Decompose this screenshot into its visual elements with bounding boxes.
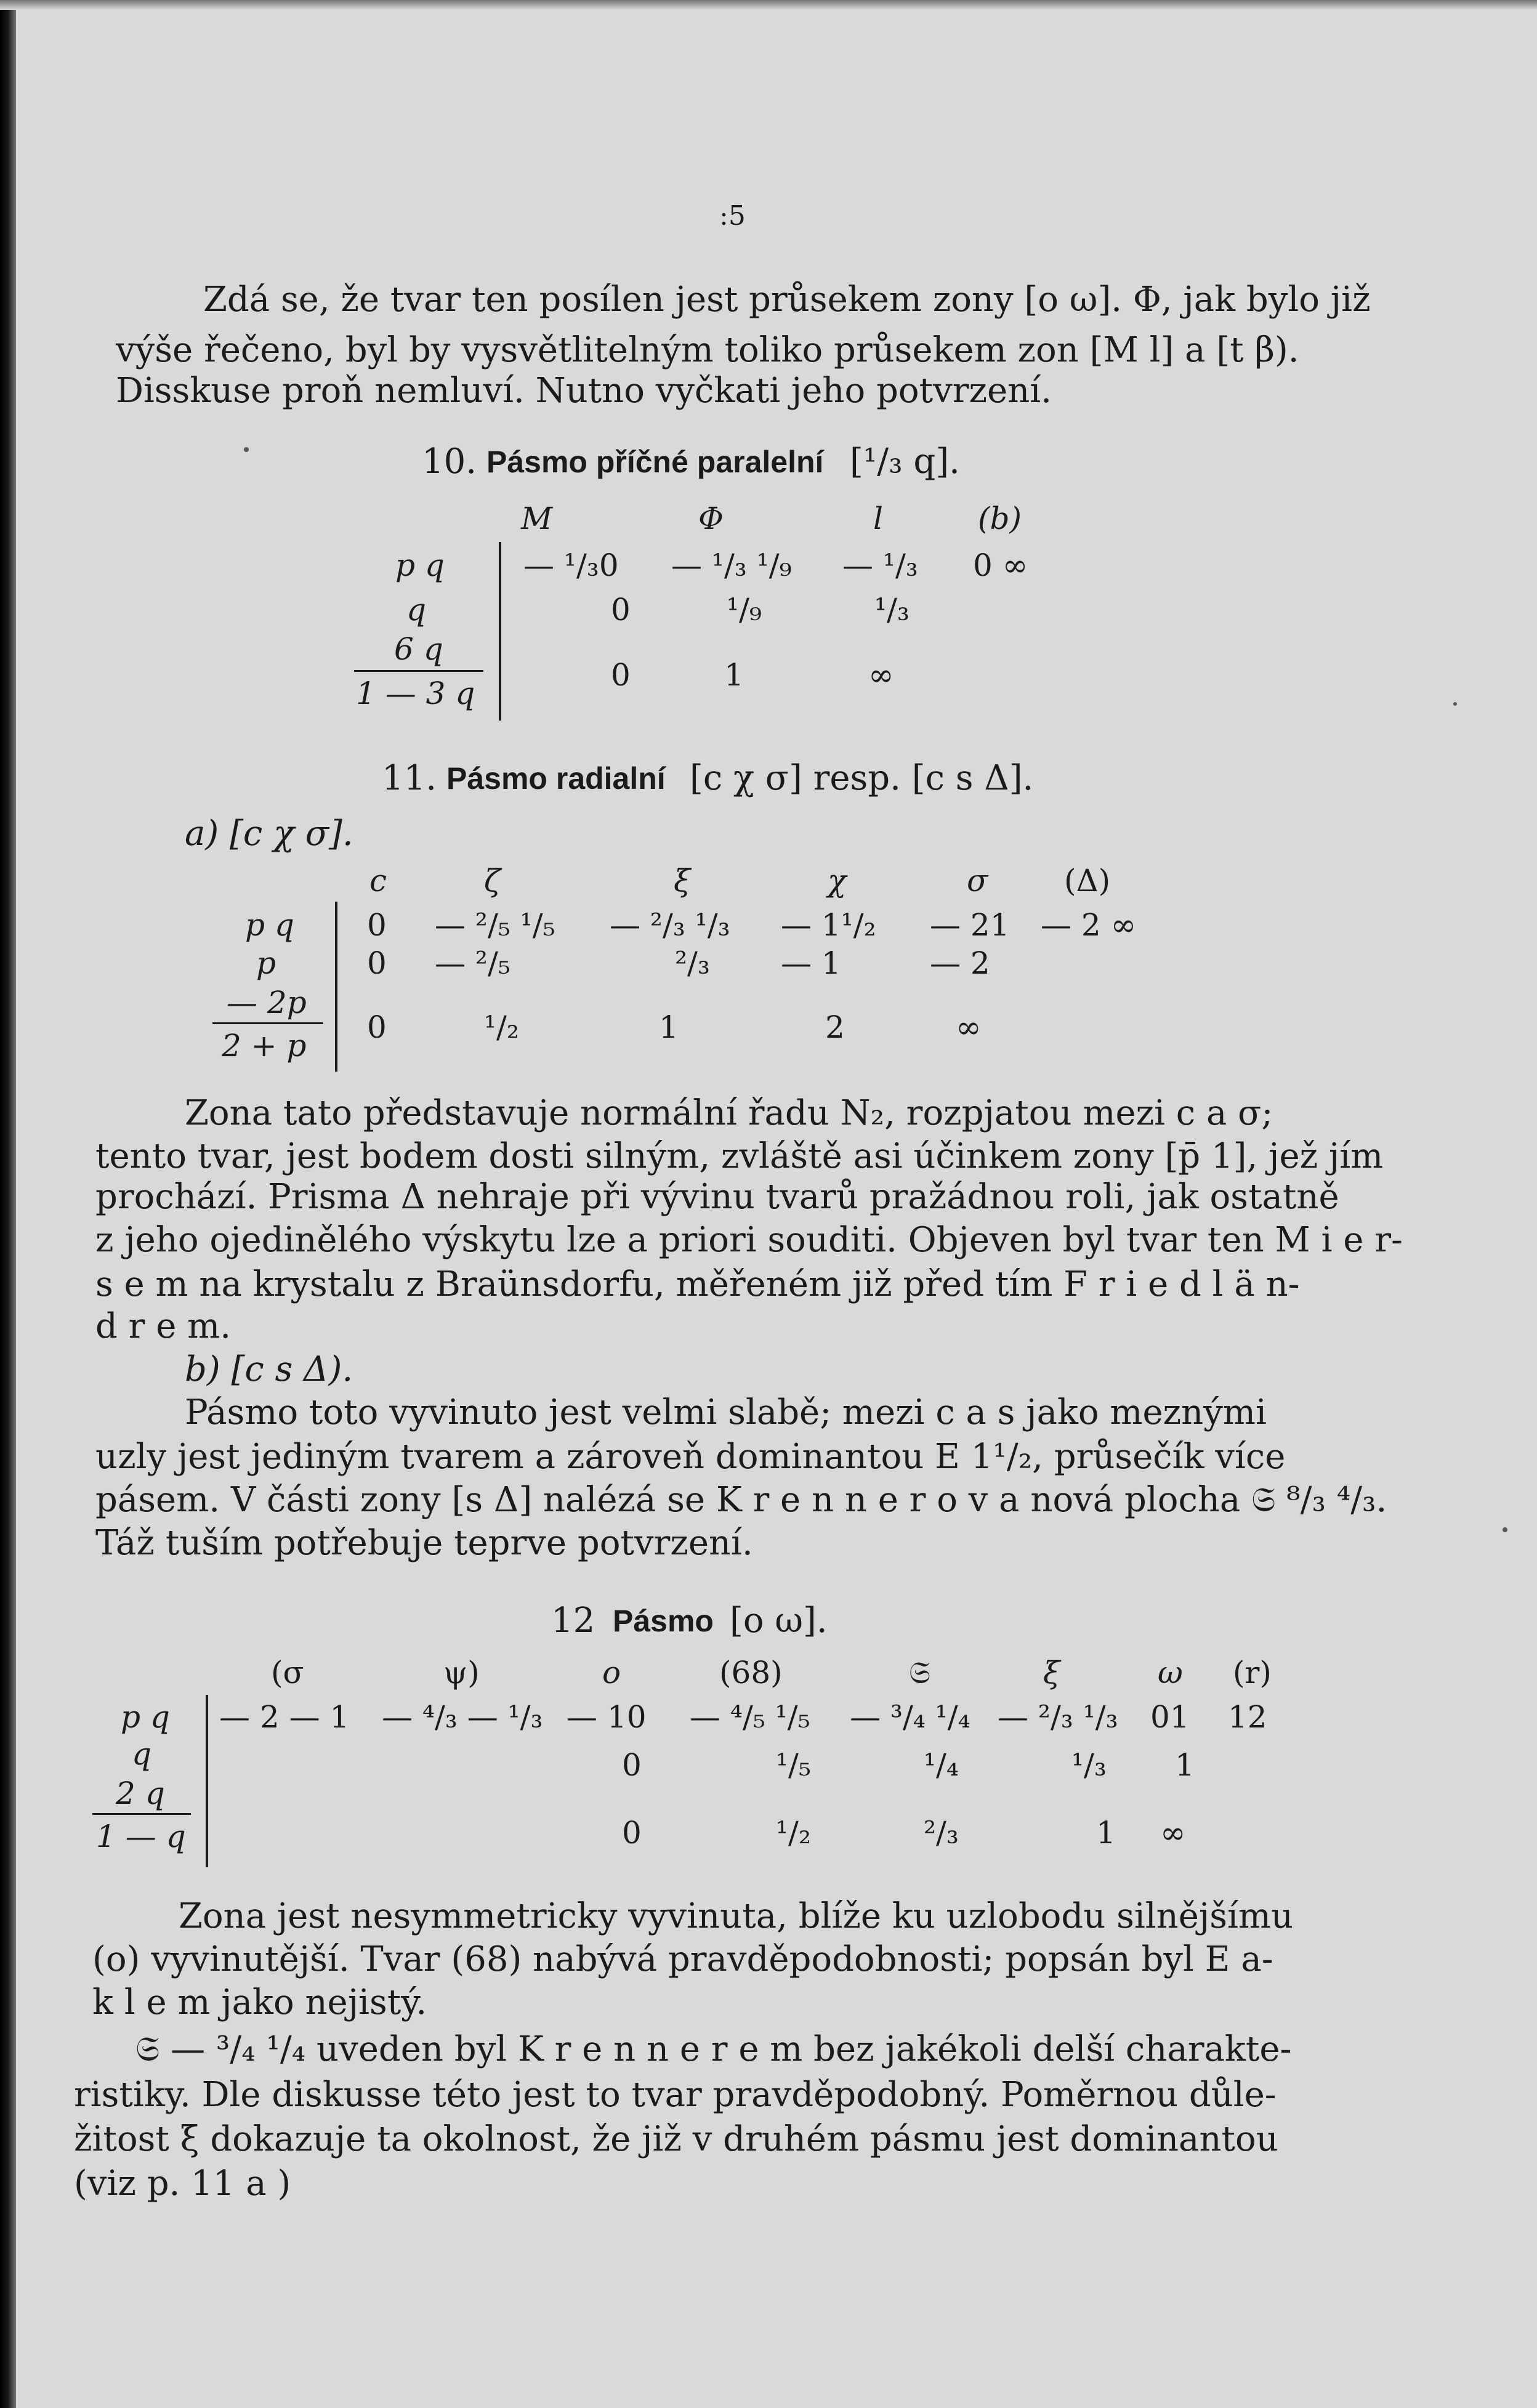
table-cell: ²/₃ [924, 1815, 959, 1851]
table-cell: 0 [367, 945, 387, 981]
table-cell: — 2 [930, 945, 990, 981]
text-line: k l e m jako nejistý. [92, 1982, 427, 2022]
row-label: p q [245, 907, 294, 943]
dust-speck [1503, 1527, 1507, 1532]
table-cell: ¹/₃ [874, 592, 910, 628]
table-cell: ∞ [1160, 1815, 1186, 1851]
table-cell: 1 [1096, 1815, 1116, 1851]
row-label: p q [121, 1699, 170, 1735]
section-number: 11. [382, 758, 437, 798]
table-cell: ¹/₉ [727, 592, 762, 628]
text-line: Zona tato představuje normální řadu N₂, rozpjatou mezi c a σ; [185, 1093, 1273, 1133]
row-label: 1 — q [96, 1819, 186, 1854]
col-header: (b) [978, 501, 1022, 536]
col-header: ξ [674, 863, 691, 899]
table-cell: ¹/₂ [484, 1009, 519, 1045]
section-symbol: [o ω]. [730, 1601, 828, 1641]
text-line: uzly jest jediným tvarem a zároveň dominantou E 1¹/₂, průsečík více [95, 1437, 1286, 1477]
section-title: Pásmo radialní [446, 761, 666, 796]
table-cell: — 10 [567, 1699, 647, 1735]
table-divider [499, 542, 501, 721]
text-line: Zdá se, že tvar ten posílen jest průsekem zony [o ω]. Φ, jak bylo již [203, 280, 1371, 320]
table-cell: 0 [611, 657, 631, 693]
col-header: ω [1158, 1655, 1183, 1691]
text-line: s e m na krystalu z Braünsdorfu, měřeném již před tím F r i e d l ä n- [95, 1264, 1300, 1304]
row-label: q [406, 592, 427, 628]
table-divider [335, 902, 337, 1072]
page-top-edge [0, 0, 1537, 10]
section-title: Pásmo příčné paralelní [486, 445, 824, 479]
col-header: σ [967, 863, 988, 899]
dust-speck [1453, 702, 1457, 706]
table-cell: 0 [367, 907, 387, 943]
fraction-bar [92, 1813, 191, 1815]
section-symbol: [¹/₃ q]. [850, 442, 960, 482]
text-line: Zona jest nesymmetricky vyvinuta, blíže ku uzlobodu silnějšímu [179, 1896, 1294, 1936]
text-line: d r e m. [95, 1306, 232, 1346]
col-header: (Δ) [1064, 863, 1111, 899]
row-label: 2 + p [222, 1028, 307, 1064]
section-number: 10. [422, 442, 477, 482]
table-cell: — ¹/₃ [842, 547, 918, 583]
table-cell: ¹/₅ [776, 1747, 811, 1783]
col-header: M [521, 501, 553, 536]
table-cell: ¹/₄ [924, 1747, 959, 1783]
row-label: p q [395, 547, 445, 583]
row-label: — 2p [227, 985, 307, 1020]
text-line: žitost ξ dokazuje ta okolnost, že již v druhém pásmu jest dominantou [74, 2119, 1278, 2159]
col-header: o [602, 1655, 621, 1691]
text-line: prochází. Prisma Δ nehraje při vývinu tvarů pražádnou roli, jak ostatně [95, 1177, 1339, 1217]
table-cell: 1 [724, 657, 744, 693]
text-line: tento tvar, jest bodem dosti silným, zvláště asi účinkem zony [p̄ 1], jež jím [95, 1136, 1384, 1176]
text-line: pásem. V části zony [s Δ] nalézá se K r e n n e r o v a nová plocha 𝔖 ⁸/₃ ⁴/₃. [95, 1480, 1387, 1520]
col-header: ζ [484, 863, 501, 899]
col-header: (σ [271, 1655, 304, 1691]
text-line: z jeho ojedinělého výskytu lze a priori souditi. Objeven byl tvar ten M i e r- [95, 1220, 1403, 1260]
col-header: (68) [719, 1655, 783, 1691]
subsection-label: a) [c χ σ]. [185, 814, 353, 854]
fraction-bar [212, 1022, 323, 1024]
table-cell: ²/₃ [675, 945, 710, 981]
table-cell: 12 [1228, 1699, 1267, 1735]
table-cell: — ³/₄ ¹/₄ [850, 1699, 970, 1735]
col-header: ξ [1043, 1655, 1060, 1691]
table-cell: 2 [825, 1009, 845, 1045]
table-cell: — ²/₃ ¹/₃ [610, 907, 730, 943]
table-cell: — 21 [930, 907, 1010, 943]
table-cell: ¹/₂ [776, 1815, 811, 1851]
table-cell: 0 [367, 1009, 387, 1045]
row-label: p [256, 945, 276, 981]
table-cell: — 1 [781, 945, 841, 981]
section-title: Pásmo [613, 1604, 714, 1638]
section-number: 12 [551, 1601, 595, 1641]
page-number: :5 [719, 200, 746, 232]
table-cell: 0 [611, 592, 631, 628]
table-cell: — 2 — 1 [219, 1699, 350, 1735]
text-line: (o) vyvinutější. Tvar (68) nabývá pravděpodobnosti; popsán byl E a- [92, 1939, 1273, 1979]
row-label: 2 q [116, 1776, 165, 1811]
section-symbol: [c χ σ] resp. [c s Δ]. [690, 758, 1034, 798]
table-cell: ∞ [868, 657, 894, 693]
subsection-label: b) [c s Δ). [185, 1349, 353, 1389]
table-cell: — ²/₃ ¹/₃ [998, 1699, 1118, 1735]
table-cell: 0 [622, 1747, 642, 1783]
table-cell: 1 [659, 1009, 679, 1045]
col-header: ψ) [443, 1655, 480, 1691]
text-line: Disskuse proň nemluví. Nutno vyčkati jeho potvrzení. [116, 371, 1052, 411]
table-cell: 01 [1150, 1699, 1190, 1735]
page-binding-edge [0, 0, 16, 2408]
table-cell: — ²/₅ ¹/₅ [435, 907, 555, 943]
row-label: 6 q [394, 631, 443, 667]
table-cell: — 2 ∞ [1041, 907, 1137, 943]
col-header: (r) [1233, 1655, 1272, 1691]
table-cell: — 1¹/₂ [781, 907, 876, 943]
table-cell: — ⁴/₃ — ¹/₃ [382, 1699, 543, 1735]
text-line: Pásmo toto vyvinuto jest velmi slabě; mezi c a s jako meznými [185, 1392, 1267, 1432]
row-label: 1 — 3 q [356, 676, 475, 711]
text-line: (viz p. 11 a ) [74, 2164, 291, 2204]
table-cell: 0 ∞ [973, 547, 1028, 583]
row-label: q [132, 1736, 152, 1772]
col-header: χ [828, 863, 847, 899]
text-line: výše řečeno, byl by vysvětlitelným toliko průsekem zon [M l] a [t β). [116, 330, 1299, 370]
table-cell: — ¹/₃0 [523, 547, 619, 583]
table-cell: — ¹/₃ ¹/₉ [671, 547, 792, 583]
fraction-bar [354, 670, 483, 672]
table-divider [206, 1695, 208, 1867]
table-cell: 1 [1175, 1747, 1195, 1783]
table-cell: ∞ [956, 1009, 982, 1045]
dust-speck [244, 447, 249, 452]
table-cell: — ²/₅ [435, 945, 510, 981]
col-header: Φ [698, 501, 724, 536]
table-cell: — ⁴/₅ ¹/₅ [690, 1699, 810, 1735]
text-line: ristiky. Dle diskusse této jest to tvar pravděpodobný. Poměrnou důle- [74, 2075, 1277, 2115]
col-header: c [369, 863, 387, 899]
table-cell: 0 [622, 1815, 642, 1851]
text-line: Táž tuším potřebuje teprve potvrzení. [95, 1523, 753, 1563]
col-header: 𝔖 [909, 1655, 931, 1691]
col-header: l [873, 501, 883, 536]
text-line: 𝔖 — ³/₄ ¹/₄ uveden byl K r e n n e r e m bez jakékoli delší charakte- [135, 2029, 1292, 2069]
table-cell: ¹/₃ [1071, 1747, 1107, 1783]
